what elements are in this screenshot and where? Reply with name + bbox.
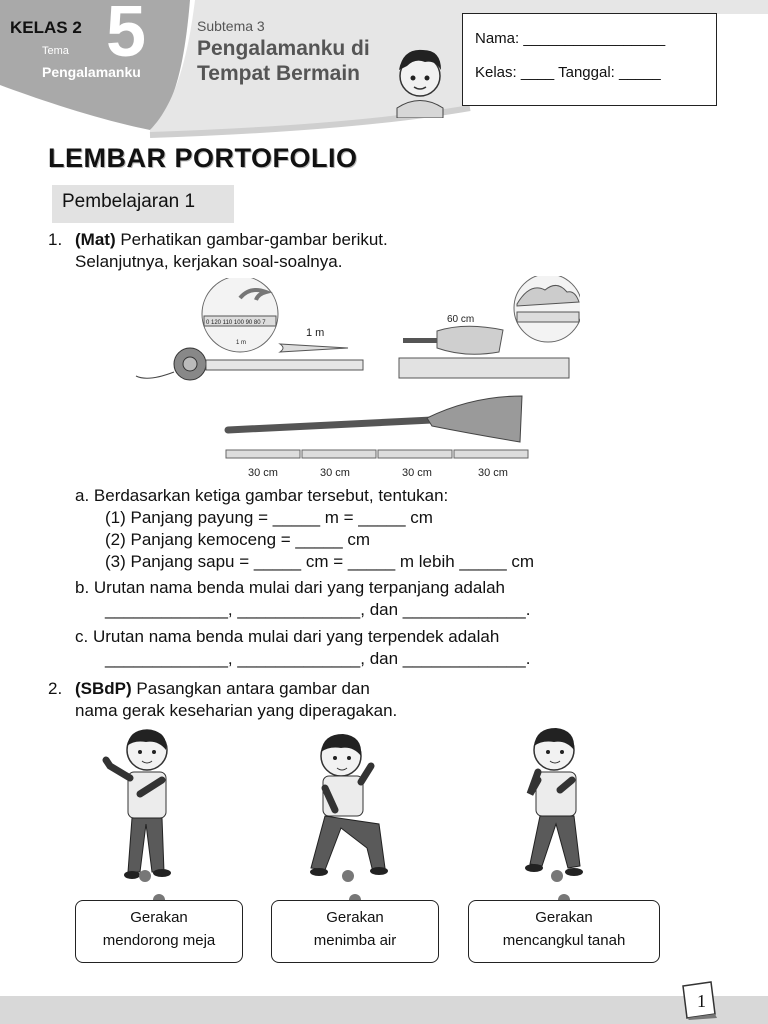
card-line2: mendorong meja bbox=[102, 932, 216, 949]
class-date-field[interactable]: Kelas: ____ Tanggal: _____ bbox=[475, 64, 661, 81]
page-number: 1 bbox=[697, 991, 706, 1011]
match-dot-figure-3[interactable] bbox=[551, 870, 563, 882]
subtema-label: Subtema 3 bbox=[197, 18, 265, 34]
q1-instruction: Perhatikan gambar-gambar berikut. bbox=[115, 230, 388, 249]
q2-subject: (SBdP) bbox=[75, 679, 132, 698]
page-title: LEMBAR PORTOFOLIO bbox=[48, 143, 358, 173]
tema-number: 5 bbox=[106, 0, 147, 72]
q1a-intro: a. Berdasarkan ketiga gambar tersebut, tentukan: bbox=[75, 486, 449, 505]
q1-number: 1. bbox=[48, 230, 63, 249]
q1-subject: (Mat) bbox=[75, 230, 116, 249]
card-line2: menimba air bbox=[313, 932, 397, 949]
q1c-answer[interactable]: _____________, _____________, dan _____________. bbox=[105, 649, 531, 668]
lesson-tag-label: Pembelajaran 1 bbox=[62, 191, 196, 212]
card-line2: mencangkul tanah bbox=[502, 932, 626, 949]
broom-ruler-label: 30 cm bbox=[248, 467, 278, 479]
broom-ruler-label: 30 cm bbox=[320, 467, 350, 479]
q1a-item-3[interactable]: (3) Panjang sapu = _____ cm = _____ m lebih _____ cm bbox=[105, 552, 535, 571]
q1-line2: Selanjutnya, kerjakan soal-soalnya. bbox=[75, 252, 343, 271]
subtema-title-line1: Pengalamanku di bbox=[197, 37, 370, 60]
q2-line1 bbox=[75, 678, 370, 700]
tape-scale-label: 0 120 110 100 90 80 7 bbox=[206, 320, 266, 326]
q2-line2: nama gerak keseharian yang diperagakan. bbox=[75, 701, 398, 720]
tema-name: Pengalamanku bbox=[42, 64, 141, 80]
class-label: KELAS 2 bbox=[10, 18, 82, 37]
boy-pushing-illustration bbox=[100, 724, 190, 884]
card-line1: Gerakan bbox=[130, 909, 188, 926]
q1a-item-1[interactable]: (1) Panjang payung = _____ m = _____ cm bbox=[105, 508, 433, 527]
boy-hoeing-illustration bbox=[512, 724, 602, 884]
match-dot-figure-1[interactable] bbox=[139, 870, 151, 882]
tema-label: Tema bbox=[42, 45, 69, 57]
match-dot-figure-2[interactable] bbox=[342, 870, 354, 882]
broom-figure bbox=[222, 392, 532, 482]
broom-ruler-label: 30 cm bbox=[402, 467, 432, 479]
q2-number: 2. bbox=[48, 679, 63, 698]
umbrella-length-label: 1 m bbox=[306, 327, 325, 339]
page-number-badge bbox=[679, 980, 719, 1020]
q1c-prompt: c. Urutan nama benda mulai dari yang terpendek adalah bbox=[75, 627, 500, 646]
broom-ruler-label: 30 cm bbox=[478, 467, 508, 479]
q2-instruction: Pasangkan antara gambar dan bbox=[131, 679, 370, 698]
lesson-tag bbox=[52, 185, 234, 223]
feather-duster-figure bbox=[395, 276, 580, 380]
q1a-item-2[interactable]: (2) Panjang kemoceng = _____ cm bbox=[105, 530, 371, 549]
movement-card[interactable] bbox=[271, 900, 439, 963]
q1b-prompt: b. Urutan nama benda mulai dari yang terpanjang adalah bbox=[75, 578, 506, 597]
tape-sub-label: 1 m bbox=[236, 340, 247, 346]
subtema-title-line2: Tempat Bermain bbox=[197, 62, 360, 85]
student-info-box bbox=[462, 13, 717, 106]
boy-mascot-illustration bbox=[385, 38, 455, 118]
card-line1: Gerakan bbox=[326, 909, 384, 926]
subtema-title bbox=[197, 36, 397, 86]
movement-card[interactable] bbox=[75, 900, 243, 963]
q1b-answer[interactable]: _____________, _____________, dan _____________. bbox=[105, 600, 531, 619]
card-line1: Gerakan bbox=[535, 909, 593, 926]
tape-measure-umbrella-figure bbox=[128, 278, 370, 388]
duster-length-label: 60 cm bbox=[447, 314, 475, 325]
q1-line1 bbox=[75, 229, 388, 251]
boy-drawing-water-illustration bbox=[305, 728, 400, 884]
movement-card[interactable] bbox=[468, 900, 660, 963]
footer-band bbox=[0, 996, 768, 1024]
name-field[interactable]: Nama: _________________ bbox=[475, 30, 666, 47]
